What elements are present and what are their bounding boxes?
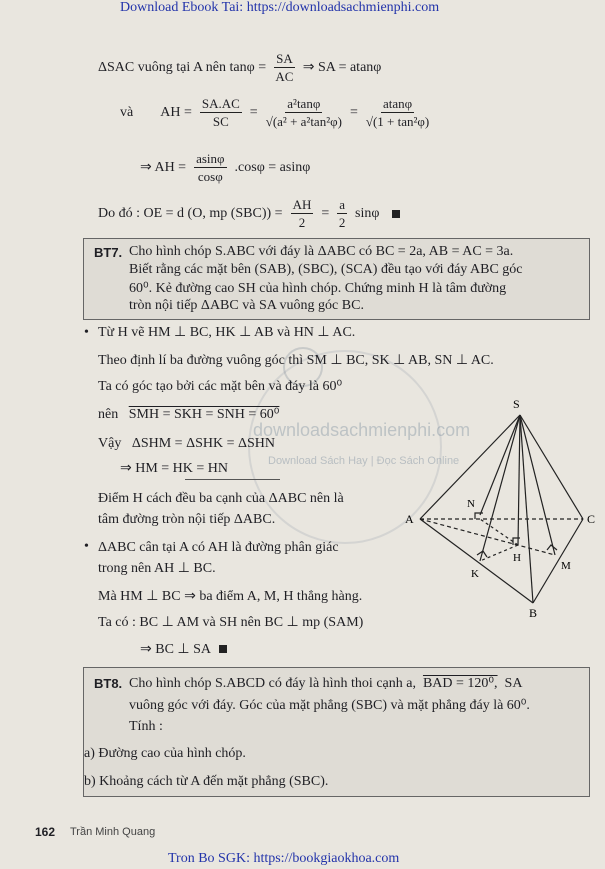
label-c: C bbox=[587, 512, 596, 526]
line-ah-sin bbox=[140, 152, 310, 183]
page-number: 162 bbox=[35, 825, 56, 839]
bt7-line2: Biết rằng các mặt bên (SAB), (SBC), (SCA) đều tạo với đáy ABC góc bbox=[129, 262, 523, 277]
author-name: Trần Minh Quang bbox=[70, 826, 156, 838]
sol7-b6: ⇒ HM = HK = HN bbox=[120, 461, 229, 476]
sol7-b4: nên SMH = SKH = SNH = 60⁰ bbox=[98, 407, 280, 422]
watermark-site: downloadsachmienphi.com bbox=[253, 420, 471, 440]
right-angle-n bbox=[475, 513, 483, 519]
line-ah: và AH = $\frac{SA.AC}{SC}$ = $\frac{\text{a²tanφ}}{\text{√(a² + a²tan²φ)}}$ = $\frac{atan\varphi}{\text{√(1 + tan²φ)}}$ bbox=[120, 96, 430, 129]
exercise-bt8 bbox=[83, 667, 590, 797]
tan-prefix: ΔSAC vuông tại A nên tanφ = bbox=[98, 59, 267, 75]
label-a: A bbox=[405, 512, 414, 526]
label-n: N bbox=[467, 498, 475, 510]
end-proof-icon bbox=[392, 210, 400, 218]
sol7-b2: Theo định lí ba đường vuông góc thì SM ⊥ BC, SK ⊥ AB, SN ⊥ AC. bbox=[98, 353, 494, 368]
bt7-label: BT7. bbox=[94, 245, 123, 260]
sol7-b1: Từ H vẽ HM ⊥ BC, HK ⊥ AB và HN ⊥ AC. bbox=[98, 325, 356, 340]
sgk-link[interactable]: Tron Bo SGK: https://bookgiaokhoa.com bbox=[168, 851, 400, 866]
label-k: K bbox=[471, 568, 479, 580]
frac-sa-ac: $\frac{SA}{AC}$ bbox=[275, 51, 294, 84]
frac-atan: $\frac{atan\varphi}{\text{√(1 + tan²φ)}}$ bbox=[365, 96, 430, 129]
sol7-c2: trong nên AH ⊥ BC. bbox=[98, 561, 216, 576]
frac-sin-cos: $\frac{asin\varphi}{\cos\varphi}$ bbox=[196, 151, 225, 184]
label-m: M bbox=[561, 560, 571, 572]
bullet-icon: • bbox=[84, 325, 89, 340]
bt8-part-b: b) Khoảng cách từ A đến mặt phẳng (SBC). bbox=[84, 774, 329, 789]
bt8-line1: Cho hình chóp S.ABCD có đáy là hình thoi cạnh a, BAD = 120⁰, SA bbox=[129, 676, 523, 691]
tan-suffix: ⇒ SA = atanφ bbox=[302, 59, 382, 75]
exercise-bt7 bbox=[83, 238, 590, 320]
sol7-c3: Mà HM ⊥ BC ⇒ ba điểm A, M, H thẳng hàng. bbox=[98, 589, 363, 604]
frac-a-2: $\frac{a}{2}$ bbox=[338, 197, 346, 230]
bt7-line3: 60⁰. Kẻ đường cao SH của hình chóp. Chứng minh H là tâm đường bbox=[129, 281, 507, 296]
watermark-tagline: Download Sách Hay | Đọc Sách Online bbox=[268, 455, 460, 467]
sol7-c1: ΔABC cân tại A có AH là đường phân giác bbox=[98, 540, 339, 555]
sol7-c4: Ta có : BC ⊥ AM và SH nên BC ⊥ mp (SAM) bbox=[98, 615, 364, 630]
bt7-line4: tròn nội tiếp ΔABC và SA vuông góc BC. bbox=[129, 298, 364, 313]
edge-sc bbox=[520, 415, 583, 519]
bt7-line1: Cho hình chóp S.ABC với đáy là ΔABC có BC = 2a, AB = AC = 3a. bbox=[129, 244, 514, 259]
height-sh bbox=[518, 415, 520, 545]
frac-ah-2: $\frac{AH}{2}$ bbox=[292, 197, 312, 230]
oe-prefix: Do đó : OE = d (O, mp (SBC)) = bbox=[98, 205, 283, 221]
sol7-c5: ⇒ BC ⊥ SA bbox=[140, 643, 227, 657]
line-tan bbox=[98, 52, 381, 83]
bt8-line2: vuông góc với đáy. Góc của mặt phẳng (SBC) và mặt phẳng đáy là 60⁰. bbox=[129, 698, 530, 713]
label-b: B bbox=[529, 606, 538, 620]
ah-label: AH = bbox=[160, 104, 192, 120]
sol7-b5: Vậy ΔSHM = ΔSHK = ΔSHN bbox=[98, 436, 275, 451]
line-sn bbox=[480, 415, 520, 515]
bt8-line3: Tính : bbox=[129, 719, 163, 734]
frac-a2tan: $\frac{\text{a²tanφ}}{\text{√(a² + a²tan²φ)}}$ bbox=[265, 96, 342, 129]
edge-bc bbox=[533, 519, 583, 603]
bt8-part-a: a) Đường cao của hình chóp. bbox=[84, 746, 246, 761]
end-proof-icon bbox=[219, 645, 227, 653]
word-va: và bbox=[120, 104, 134, 120]
line-sk bbox=[480, 415, 520, 561]
download-link[interactable]: Download Ebook Tai: https://downloadsachmienphi.com bbox=[120, 0, 440, 15]
sol7-b8: tâm đường tròn nội tiếp ΔABC. bbox=[98, 512, 276, 527]
underline-rule bbox=[185, 479, 280, 480]
bt8-label: BT8. bbox=[94, 676, 123, 691]
right-angle-m bbox=[547, 545, 557, 550]
line-oe: Do đó : OE = d (O, mp (SBC)) = $\frac{AH}{2}$ = $\frac{a}{2}$ sinφ bbox=[98, 198, 400, 229]
oe-suffix: sinφ bbox=[355, 205, 380, 221]
ah-sin-prefix: ⇒ AH = bbox=[140, 159, 187, 175]
bullet-icon: • bbox=[84, 539, 89, 554]
frac-sa-ac-sc: $\frac{SA.AC}{SC}$ bbox=[201, 96, 240, 129]
pyramid-figure bbox=[405, 395, 605, 625]
sol7-b3: Ta có góc tạo bởi các mặt bên và đáy là 60⁰ bbox=[98, 379, 343, 394]
sol7-b7: Điểm H cách đều ba cạnh của ΔABC nên là bbox=[98, 491, 344, 506]
label-s: S bbox=[513, 397, 520, 411]
label-h: H bbox=[513, 552, 521, 564]
ah-sin-suffix: .cosφ = asinφ bbox=[234, 159, 311, 175]
